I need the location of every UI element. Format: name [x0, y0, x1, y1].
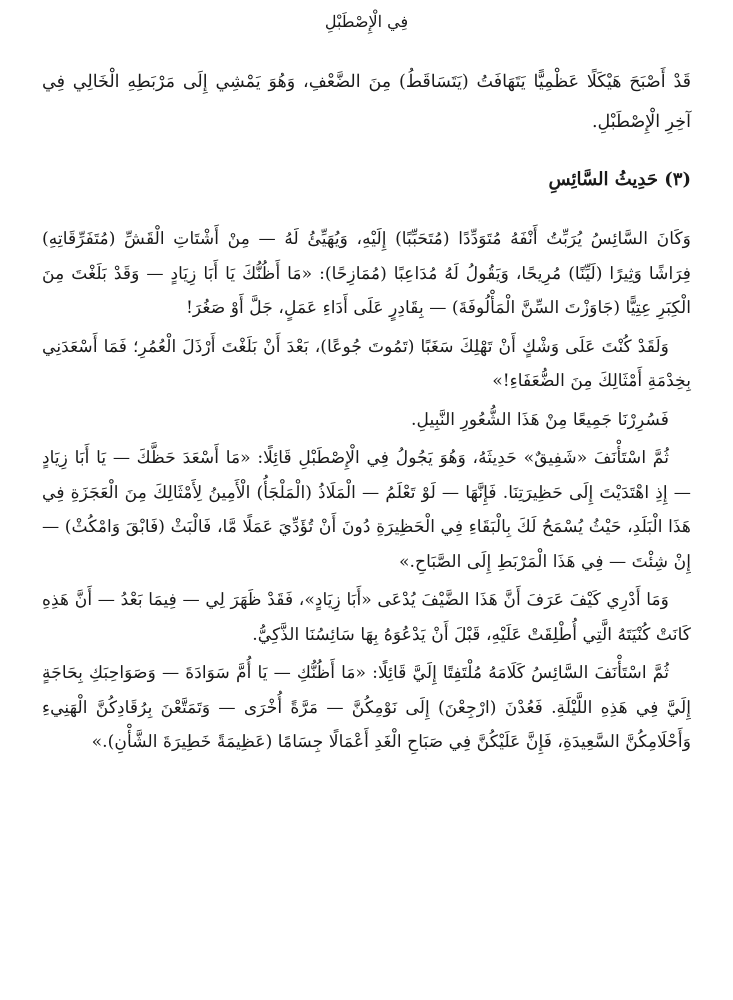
section-body	[42, 222, 691, 764]
paragraph: وَمَا أَدْرِي كَيْفَ عَرَفَ أَنَّ هَذَا الضَّيْفَ يُدْعَى «أَبَا زِيَادٍ»، فَقَدْ ظَهَرَ لِي — فِيمَا بَعْدُ — أَنَّ هَذِهِ كَانَتْ كُنْيَتَهُ الَّتِي أُطْلِقَتْ عَلَيْهِ، قَبْلَ أَنْ يَدْعُوَهُ بِهَا سَائِسُنَا الذَّكِيُّ.	[42, 590, 691, 645]
paragraph: فَسُرِرْنَا جَمِيعًا مِنْ هَذَا الشُّعُورِ النَّبِيلِ.	[411, 409, 669, 430]
paragraph: ثُمَّ اسْتَأْنَفَ السَّائِسُ كَلَامَهُ مُلْتَفِتًا إِلَيَّ قَائِلًا: «مَا أَظُنُّكِ — يَا أُمَّ سَوَادَةَ — وَصَوَاحِبَكِ بِحَاجَةٍ إِلَيَّ فِي هَذِهِ اللَّيْلَةِ. فَعُدْنَ (ارْجِعْنَ) إِلَى نَوْمِكُنَّ — مَرَّةً أُخْرَى — وَتَمَتَّعْنَ بِرُقَادِكُنَّ الْهَنِيءِ وَأَحْلَامِكُنَّ السَّعِيدَةِ، فَإِنَّ عَلَيْكُنَّ فِي صَبَاحِ الْغَدِ أَعْمَالًا جِسَامًا (عَظِيمَةً خَطِيرَةَ الشَّأْنِ).»	[42, 663, 691, 752]
section-title: (٣) حَدِيثُ السَّائِسِ	[548, 169, 691, 190]
paragraph: وَلَقَدْ كُنْتَ عَلَى وَشْكٍ أَنْ تَهْلِكَ سَغَبًا (تَمُوتَ جُوعًا)، بَعْدَ أَنْ بَلَغْتَ أَرْذَلَ الْعُمُرِ؛ فَمَا أَسْعَدَنِي بِخِدْمَةِ أَمْثَالِكَ مِنَ الضُّعَفَاءِ!»	[42, 336, 691, 391]
intro-paragraph: قَدْ أَصْبَحَ هَيْكَلًا عَظْمِيًّا يَتَهَافَتُ (يَتَسَاقَطُ) مِنَ الضَّعْفِ، وَهُوَ يَمْشِي إِلَى مَرْبَطِهِ الْخَالِي فِي آخِرِ الْإِصْطَبْلِ.	[42, 72, 691, 132]
paragraph: وَكَانَ السَّائِسُ يُرَبِّتُ أَنْفَهُ مُتَوَدِّدًا (مُتَحَبِّبًا) إِلَيْهِ، وَيُهَيِّئُ لَهُ — مِنْ أَشْتَاتِ الْقَشِّ (مُتَفَرِّقَاتِهِ) فِرَاشًا وَثِيرًا (لَيِّنًا) مُرِيحًا، وَيَقُولُ لَهُ مُدَاعِبًا (مُمَازِحًا): «مَا أَظُنُّكَ يَا أَبَا زِيَادٍ — وَقَدْ بَلَغْتَ مِنَ الْكِبَرِ عِتِيًّا (جَاوَزْتَ السِّنَّ الْمَأْلُوفَةَ) — بِقَادِرٍ عَلَى أَدَاءِ عَمَلٍ، جَلَّ أَوْ صَغُرَ!	[42, 229, 691, 318]
running-head: فِي الْإِصْطَبْلِ	[324, 12, 409, 31]
paragraph: ثُمَّ اسْتَأْنَفَ «شَفِيقٌ» حَدِيثَهُ، وَهُوَ يَجُولُ فِي الْإِصْطَبْلِ قَائِلًا: «مَا أَسْعَدَ حَظَّكَ — يَا أَبَا زِيَادٍ — إِذِ اهْتَدَيْتَ إِلَى حَظِيرَتِنَا. فَإِنَّهَا — لَوْ تَعْلَمُ — الْمَلَاذُ (الْمَلْجَأُ) الْأَمِينُ لِأَمْثَالِكَ مِنَ الْعَجَزَةِ فِي هَذَا الْبَلَدِ، حَيْثُ يُسْمَحُ لَكَ بِالْبَقَاءِ فِي الْحَظِيرَةِ دُونَ أَنْ تُؤَدِّيَ عَمَلًا مَّا، فَالْبَثْ (فَابْقَ وَامْكُثْ) — إِنْ شِئْتَ — فِي هَذَا الْمَرْبَطِ إِلَى الصَّبَاحِ.»	[42, 448, 691, 572]
